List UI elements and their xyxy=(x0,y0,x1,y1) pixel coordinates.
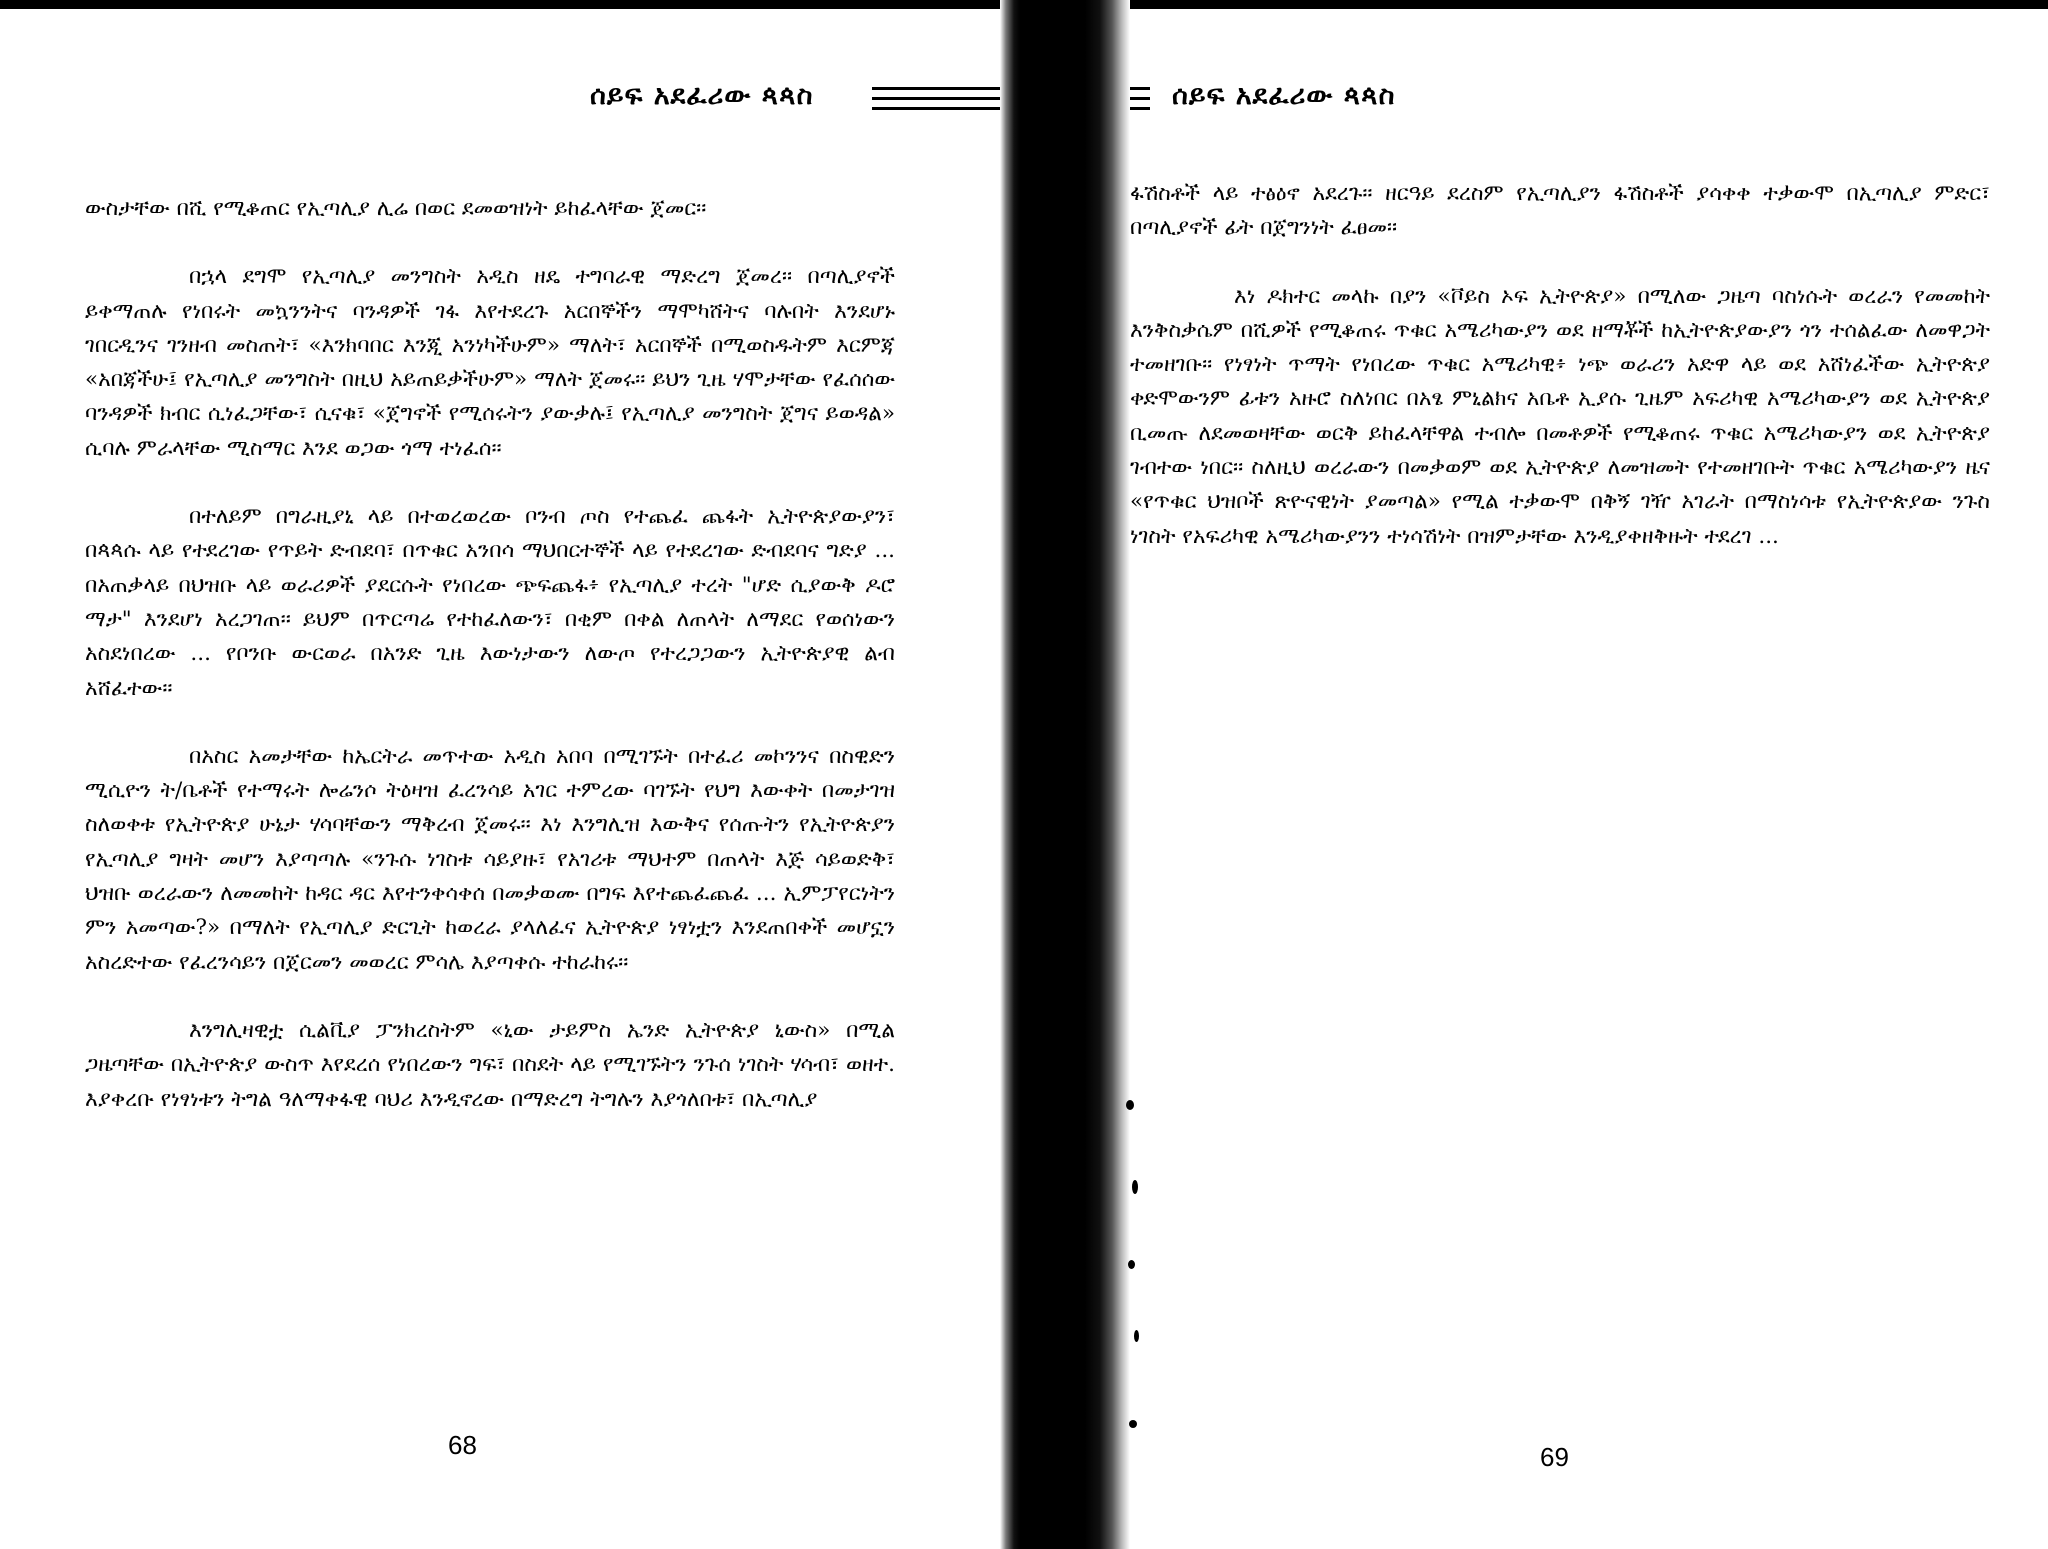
left-head-rule-3 xyxy=(872,107,1000,110)
right-head-rule-1 xyxy=(1130,87,1150,90)
left-page xyxy=(0,0,1000,1549)
left-page-number: 68 xyxy=(448,1430,477,1460)
right-running-head: ሰይፍ አደፈሪው ጳጳስ xyxy=(1172,80,1396,111)
left-paragraph-1: ውስታቸው በሺ የሚቆጠር የኢጣሊያ ሊሬ በወር ደመወዝነት ይከፈላቸው ጀመር፡፡ xyxy=(85,196,707,221)
left-head-rule-1 xyxy=(872,87,1000,90)
right-paragraph-2: እነ ዶክተር መላኩ በያን «ቮይስ ኦፍ ኢትዮጵያ» በሚለው ጋዜጣ ባስነሱት ወረራን የመመከት እንቅስቃሴም በሺዎች የሚቆጠሩ ጥቁር አሜሪካውያን ወደ ዘማቾች ከኢትዮጵያውያን ጎን ተሰልፈው ለመዋጋት ተመዘገቡ፡፡ የነፃነት ጥማት የነበረው ጥቁር አሜሪካዊ፥ ነጭ ወራሪን አድዋ ላይ ወደ አሸነፈችው ኢትዮጵያ ቀድሞውንም ፊቱን አዙሮ ስለነበር በአፄ ምኒልክና አቤቶ ኢያሱ ጊዜም አፍሪካዊ አሜሪካውያን ወደ ኢትዮጵያ ቢመጡ ለደመወዛቸው ወርቅ ይከፈላቸዋል ተብሎ በመቶዎች የሚቆጠሩ ጥቁር አሜሪካውያን ወደ ኢትዮጵያ ገብተው ነበር፡፡ ስለዚህ ወረራውን በመቃወም ወደ ኢትዮጵያ ለመዝመት የተመዘገቡት ጥቁር አሜሪካውያን ዜና «የጥቁር ህዝቦች ጽዮናዊነት ያመጣል» የሚል ተቃውሞ በቅኝ ገዥ አገራት በማስነሳቱ የኢትዮጵያው ንጉስ ነገስት የአፍሪካዊ አሜሪካውያንን ተነሳሽነት በዝምታቸው እንዲያቀዘቅዙት ተደረገ ... xyxy=(1130,283,1990,549)
right-head-rule-2 xyxy=(1130,97,1150,100)
left-paragraph-3: በተለይም በግራዚያኒ ላይ በተወረወረው ቦንብ ጦስ የተጨፈ ጨፋት ኢትዮጵያውያን፣ በጳጳሱ ላይ የተደረገው የጥይት ድብደባ፣ በጥቁር አንበሳ ማህበርተኞች ላይ የተደረገው ድብደባና ግድያ ... በአጠቃላይ በህዝቡ ላይ ወራሪዎች ያደርሱት የነበረው ጭፍጨፋ፥ የኢጣሊያ ተረት "ሆድ ሲያውቅ ዶሮ ማታ" እንደሆነ አረጋገጠ፡፡ ይህም በጥርጣሬ የተከፈለውን፣ በቂም በቀል ለጠላት ለማደር የወሰነውን አስደነበረው ... የቦንቡ ውርወራ በአንድ ጊዜ እውነታውን ለውጦ የተረጋጋውን ኢትዮጵያዊ ልብ አሸፈተው፡፡ xyxy=(85,504,895,701)
right-body-text xyxy=(1130,177,1990,588)
right-page-number: 69 xyxy=(1540,1442,1569,1472)
left-paragraph-2: በኋላ ደግሞ የኢጣሊያ መንግስት አዲስ ዘዴ ተግባራዊ ማድረግ ጀመረ፡፡ በጣሊያኖች ይቀማጠሉ የነበሩት መኳንንትና ባንዳዎች ገፋ እየተደረጉ አርበኞችን ማሞካሸትና ባሉበት እንደሆኑ ገበርዲንና ገንዘብ መስጠት፣ «እንክባበር እንጂ አንነካችሁም» ማለት፣ አርበኞች በሚወስዱትም እርምጃ «አበጃችሁ፤ የኢጣሊያ መንግስት በዚህ አይጠይቃችሁም» ማለት ጀመሩ፡፡ ይህን ጊዜ ሃሞታቸው የፈሰሰው ባንዳዎች ክብር ሲነፈጋቸው፣ ሲናቁ፣ «ጀግኖች የሚሰሩትን ያውቃሉ፤ የኢጣሊያ መንግስት ጀግና ይወዳል» ሲባሉ ምራላቸው ሚስማር እንደ ወጋው ጎማ ተነፈሰ፡፡ xyxy=(85,264,895,461)
right-page xyxy=(1130,0,2048,1549)
right-head-rule-3 xyxy=(1130,107,1150,110)
left-running-head: ሰይፍ አደፈሪው ጳጳስ xyxy=(590,80,814,111)
left-paragraph-5: እንግሊዛዊቷ ሲልቪያ ፓንክረስትም «ኒው ታይምስ ኤንድ ኢትዮጵያ ኒውስ» በሚል ጋዜጣቸው በኢትዮጵያ ውስጥ እየደረሰ የነበረውን ግፍ፣ በስደት ላይ የሚገኙትን ንጉሰ ነገስት ሃሳብ፣ ወዘተ. እያቀረቡ የነፃነቱን ትግል ዓለማቀፋዊ ባህሪ እንዲኖረው በማድረግ ትግሉን እያጎለበቱ፣ በኢጣሊያ xyxy=(85,1017,895,1112)
binding-gutter xyxy=(1000,0,1130,1549)
left-head-rule-2 xyxy=(872,97,1000,100)
left-body-text xyxy=(85,192,895,1151)
right-paragraph-1: ፋሽስቶች ላይ ተፅዕኖ አደረጉ፡፡ ዘርዓይ ደረስም የኢጣሊያን ፋሽስቶች ያሳቀቀ ተቃውሞ በኢጣሊያ ምድር፣ በጣሊያኖች ፊት በጀግንነት ፈፀመ፡፡ xyxy=(1130,181,1990,241)
left-paragraph-4: በአስር አመታቸው ከኤርትራ መጥተው አዲስ አበባ በሚገኙት በተፈሪ መኮንንና በስዊድን ሚሲዮን ት/ቤቶች የተማሩት ሎሬንሶ ትዕዛዝ ፈረንሳይ አገር ተምረው ባገኙት የህግ እውቀት በመታገዝ ስለወቀቱ የኢትዮጵያ ሁኔታ ሃሳባቸውን ማቅረብ ጀመሩ፡፡ እነ እንግሊዝ እውቅና የሰጡትን የኢትዮጵያን የኢጣሊያ ግዛት መሆን እያጣጣሉ «ንጉሱ ነገስቱ ሳይያዙ፣ የአገሪቱ ማህተም በጠላት እጅ ሳይወድቅ፣ ህዝቡ ወረራውን ለመመከት ከዳር ዳር እየተንቀሳቀሰ በመቃወሙ በግፍ እየተጨፈጨፈ ... ኢምፓየርነትን ምን አመጣው?» በማለት የኢጣሊያ ድርጊት ከወረራ ያላለፈና ኢትዮጵያ ነፃነቷን እንደጠበቀች መሆኗን አስረድተው የፈረንሳይን በጀርመን መወረር ምሳሌ እያጣቀሱ ተከራከሩ፡፡ xyxy=(85,743,895,975)
